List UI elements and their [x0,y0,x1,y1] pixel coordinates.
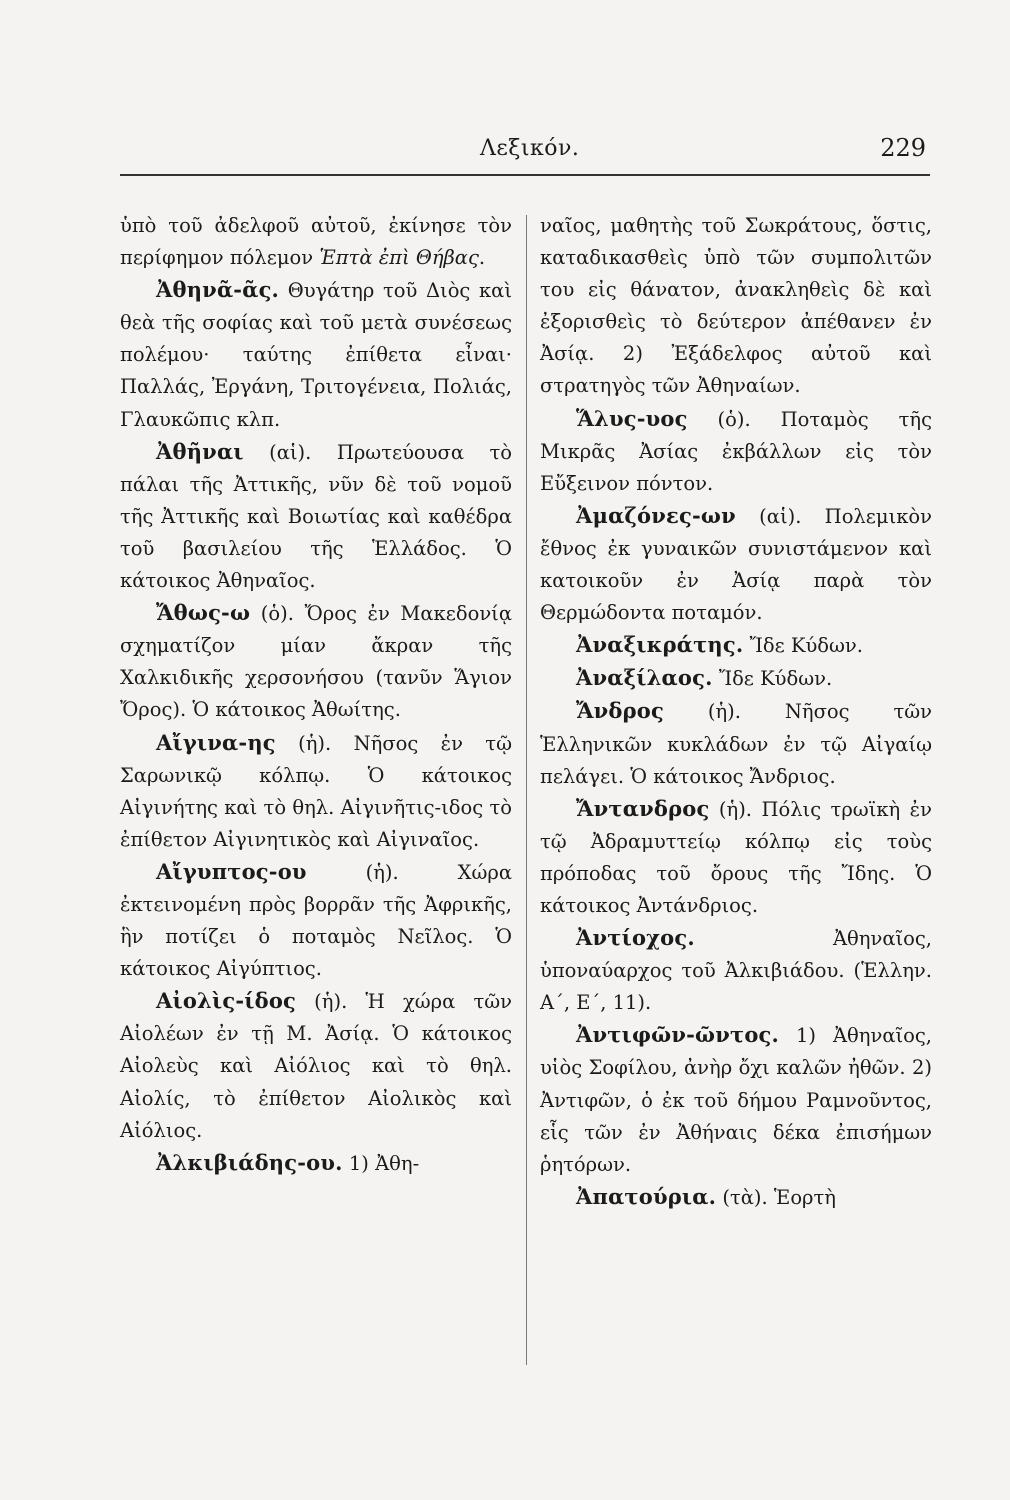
page-header [120,130,930,180]
dictionary-entry [540,500,932,629]
entry-body: (αἱ). Πολεμικὸν ἔθνος ἐκ γυναικῶν συνιστάμενον καὶ κατοικοῦν ἐν Ἀσίᾳ παρὰ τὸν Θερμώδοντα ποταμόν. [540,504,932,625]
dictionary-entry [120,597,512,726]
entry-body: (ὁ). Ὄρος ἐν Μακεδονίᾳ σχηματίζον μίαν ἄκραν τῆς Χαλκιδικῆς χερσονήσου (τανῦν Ἅγιον Ὄρος). Ὁ κάτοικος Ἀθωίτης. [120,602,512,722]
dictionary-entry [540,662,932,695]
entry-headword: Ἀμαζόνες-ων [576,502,736,528]
header-rule [120,174,930,176]
dictionary-entry [540,210,932,403]
dictionary-entry [120,274,512,435]
entry-body: (ἡ). Ἡ χώρα τῶν Αἰολέων ἐν τῇ Μ. Ἀσίᾳ. Ὁ κάτοικος Αἰολεὺς καὶ Αἰόλιος καὶ τὸ θηλ. Αἰολίς, τὸ ἐπίθετον Αἰολικὸς καὶ Αἰόλιος. [120,990,512,1142]
entry-headword: Αἰολὶς-ίδος [156,988,297,1014]
dictionary-entry [120,436,512,597]
entry-body: Ἀθηναῖος, ὑποναύαρχος τοῦ Ἀλκιβιάδου. (Ἑλλην. Α΄, Ε΄, 11). [540,927,932,1015]
dictionary-entry [120,856,512,985]
entry-headword: Ἀθηνᾶ-ᾶς. [156,277,280,303]
entry-headword: Ἀθῆναι [156,438,244,464]
entry-headword: Ἄντανδρος [576,795,710,821]
entry-body: (ἡ). Νῆσος τῶν Ἑλληνικῶν κυκλάδων ἐν τῷ Αἰγαίῳ πελάγει. Ὁ κάτοικος Ἄνδριος. [540,700,932,788]
entry-italic: Ἑπτὰ ἐπὶ Θήβας [319,246,479,270]
dictionary-entry [120,1147,512,1180]
entry-body: ναῖος, μαθητὴς τοῦ Σωκράτους, ὅστις, καταδικασθεὶς ὑπὸ τῶν συμπολιτῶν του εἰς θάνατον, ἀνακληθεὶς δὲ καὶ ἐξορισθεὶς τὸ δεύτερον ἀπέθανεν ἐν Ἀσίᾳ. 2) Ἐξάδελφος αὐτοῦ καὶ στρατηγὸς τῶν Ἀθηναίων. [540,214,932,398]
entry-body: Ἴδε Κύδων. [743,634,863,658]
dictionary-entry [120,985,512,1146]
entry-headword: Ἅλυς-υος [576,405,688,431]
dictionary-entry [120,210,512,274]
entry-headword: Ἀντίοχος. [576,925,695,951]
dictionary-entry [120,727,512,856]
page-number: 229 [880,134,926,162]
entry-body: (τὰ). Ἑορτὴ [716,1185,836,1209]
entry-body: (ἡ). Πόλις τρωϊκὴ ἐν τῷ Ἀδραμυττείῳ κόλπῳ εἰς τοὺς πρόποδας τοῦ ὄρους τῆς Ἴδης. Ὁ κάτοικος Ἀντάνδριος. [540,797,932,917]
entry-headword: Αἴγυπτος-ου [156,858,307,884]
entry-body: ὑπὸ τοῦ ἀδελφοῦ αὐτοῦ, ἐκίνησε τὸν περίφημον πόλεμον [120,214,512,270]
entry-body: (ὁ). Ποταμὸς τῆς Μικρᾶς Ἀσίας ἐκβάλλων εἰς τὸν Εὔξεινον πόντον. [540,407,932,495]
entry-headword: Αἴγινα-ης [156,729,276,755]
dictionary-entry [540,793,932,922]
entry-headword: Ἀντιφῶν-ῶντος. [576,1022,780,1048]
entry-body: (ἡ). Χώρα ἐκτεινομένη πρὸς βορρᾶν τῆς Ἀφρικῆς, ἣν ποτίζει ὁ ποταμὸς Νεῖλος. Ὁ κάτοικος Αἰγύπτιος. [120,860,512,981]
entry-headword: Ἀναξικράτης. [576,632,744,658]
dictionary-entry [540,695,932,792]
dictionary-entry [540,629,932,662]
left-column [120,210,512,1180]
column-divider [526,215,527,1365]
entry-headword: Ἀναξίλαος. [576,665,713,691]
dictionary-entry [540,403,932,500]
entry-body: Ἴδε Κύδων. [712,667,833,691]
running-head: Λεξικόν. [480,136,580,161]
dictionary-entry [540,922,932,1019]
entry-body: (ἡ). Νῆσος ἐν τῷ Σαρωνικῷ κόλπῳ. Ὁ κάτοικος Αἰγινήτης καὶ τὸ θηλ. Αἰγινῆτις-ιδος τὸ ἐπίθετον Αἰγινητικὸς καὶ Αἰγιναῖος. [120,731,512,851]
entry-headword: Ἀλκιβιάδης-ου. [156,1149,343,1175]
dictionary-entry [540,1019,932,1180]
entry-tail: . [478,246,486,270]
right-column [540,210,932,1214]
entry-body: 1) Ἀθη- [342,1151,420,1175]
dictionary-entry [540,1181,932,1214]
entry-headword: Ἀπατούρια. [576,1183,717,1209]
entry-headword: Ἄθως-ω [156,600,251,626]
entry-body: (αἱ). Πρωτεύουσα τὸ πάλαι τῆς Ἀττικῆς, νῦν δὲ τοῦ νομοῦ τῆς Ἀττικῆς καὶ Βοιωτίας καὶ καθέδρα τοῦ βασιλείου τῆς Ἑλλάδος. Ὁ κάτοικος Ἀθηναῖος. [120,440,512,593]
entry-body: Θυγάτηρ τοῦ Διὸς καὶ θεὰ τῆς σοφίας καὶ τοῦ μετὰ συνέσεως πολέμου· ταύτης ἐπίθετα εἶναι· Παλλάς, Ἐργάνη, Τριτογένεια, Πολιάς, Γλαυκῶπις κλπ. [120,279,512,431]
entry-headword: Ἄνδρος [576,698,664,724]
entry-body: 1) Ἀθηναῖος, υἱὸς Σοφίλου, ἀνὴρ ὄχι καλῶν ἠθῶν. 2) Ἀντιφῶν, ὁ ἐκ τοῦ δήμου Ραμνοῦντος, εἷς τῶν ἐν Ἀθήναις δέκα ἐπισήμων ῥητόρων. [540,1024,932,1176]
